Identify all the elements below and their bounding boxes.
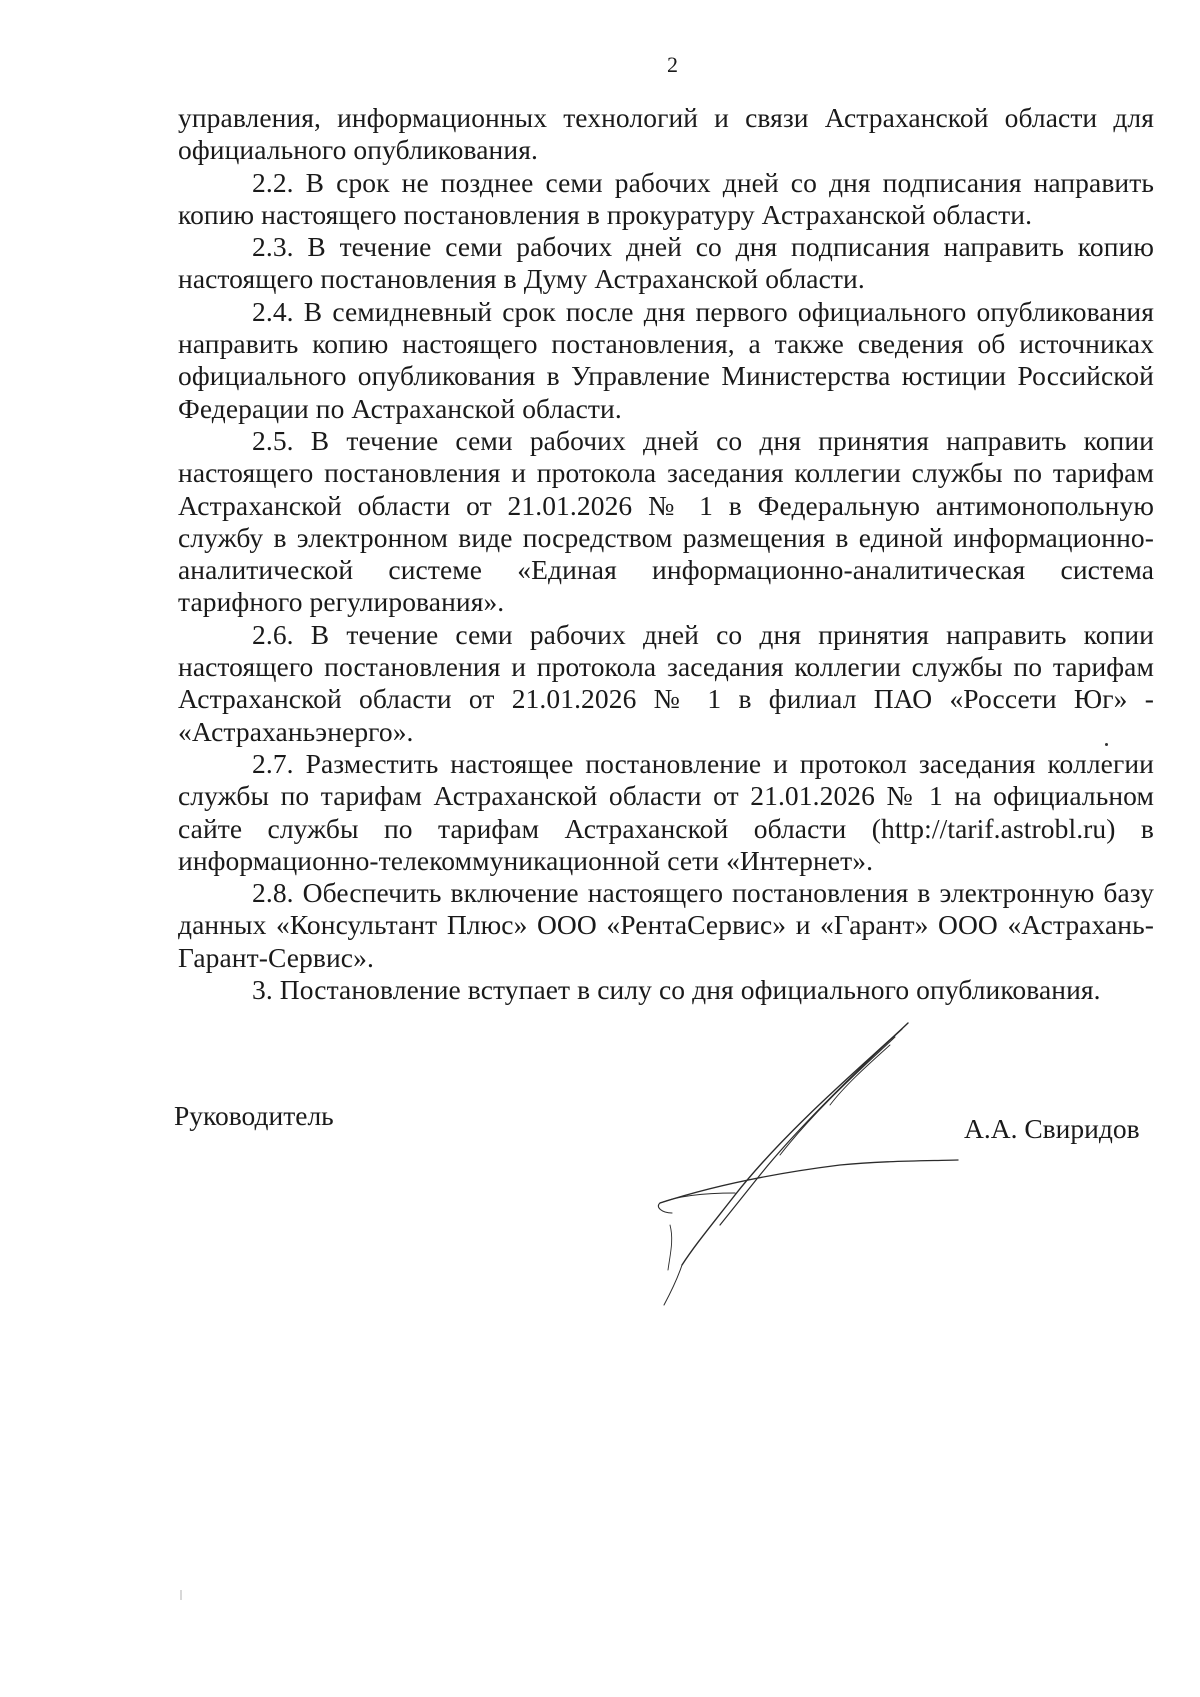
signatory-role: Руководитель	[174, 1100, 334, 1131]
paragraph-3: 3. Постановление вступает в силу со дня официального опубликования.	[252, 974, 1101, 1006]
paragraph-continuation: управления, информационных технологий и связи Астраханской области для официального опубликования.	[178, 102, 1154, 166]
scan-margin-speck	[180, 1590, 182, 1600]
paragraph-2-8: 2.8. Обеспечить включение настоящего постановления в электронную базу данных «Консультант Плюс» ООО «РентаСервис» и «Гарант» ООО «Астрахань-Гарант-Сервис».	[178, 877, 1154, 973]
handwritten-signature	[640, 1015, 970, 1315]
paragraph-2-3: 2.3. В течение семи рабочих дней со дня подписания направить копию настоящего постановления в Думу Астраханской области.	[178, 231, 1154, 295]
paragraph-2-6: 2.6. В течение семи рабочих дней со дня принятия направить копии настоящего постановления и протокола заседания коллегии службы по тарифам Астраханской области от 21.01.2026 № 1 в филиал ПАО «Россети Юг» - «Астраханьэнерго».	[178, 618, 1154, 747]
paragraph-2-4: 2.4. В семидневный срок после дня первого официального опубликования направить копию настоящего постановления, а также сведения об источниках официального опубликования в Управление Министерства юстиции Российской Федерации по Астраханской области.	[178, 295, 1154, 424]
document-body	[178, 102, 1154, 1006]
page-number: 2	[667, 52, 678, 77]
signatory-name: А.А. Свиридов	[964, 1113, 1140, 1144]
paragraph-2-5: 2.5. В течение семи рабочих дней со дня принятия направить копии настоящего постановления и протокола заседания коллегии службы по тарифам Астраханской области от 21.01.2026 № 1 в Федеральную антимонопольную службу в электронном виде посредством размещения в единой информационно-аналитической системе «Единая информационно-аналитическая система тарифного регулирования».	[178, 424, 1154, 618]
paragraph-2-2: 2.2. В срок не позднее семи рабочих дней со дня подписания направить копию настоящего постановления в прокуратуру Астраханской области.	[178, 166, 1154, 230]
paragraph-2-7: 2.7. Разместить настоящее постановление и протокол заседания коллегии службы по тарифам Астраханской области от 21.01.2026 № 1 на официальном сайте службы по тарифам Астраханской области (http://tarif.astrobl.ru) в информационно-телекоммуникационной сети «Интернет».	[178, 747, 1154, 876]
scan-speck	[1105, 743, 1108, 746]
